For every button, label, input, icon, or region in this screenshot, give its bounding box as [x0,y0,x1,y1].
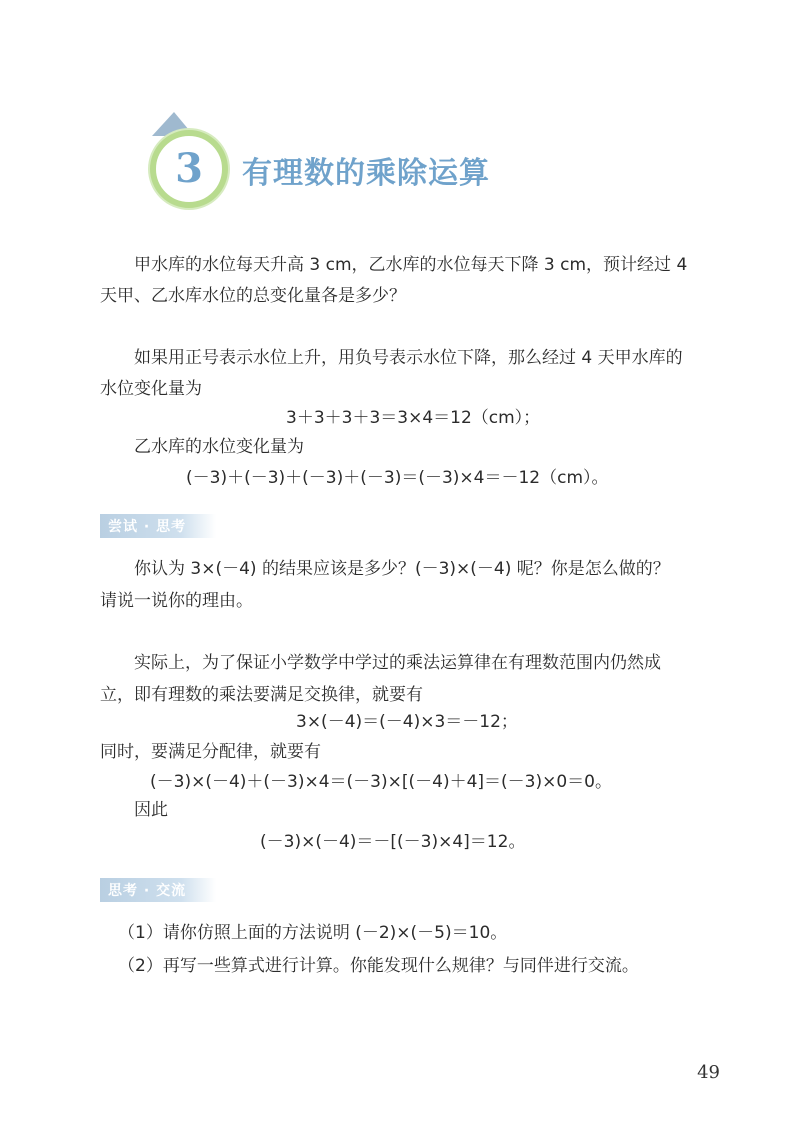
formula-distributive: (－3)×(－4)＋(－3)×4＝(－3)×[(－4)＋4]＝(－3)×0＝0。 [150,772,612,792]
reasoning-line-1: 实际上，为了保证小学数学中学过的乘法运算律在有理数范围内仍然成 [134,653,661,673]
reasoning-line-3: 同时，要满足分配律，就要有 [100,742,321,762]
reasoning-line-4: 因此 [134,800,168,820]
section-number: 3 [175,145,203,192]
think-exchange-label: 思考 · 交流 [108,883,187,899]
try-think-label: 尝试 · 思考 [108,519,187,535]
page-number: 49 [697,1062,720,1083]
try-think-line-2: 请说一说你的理由。 [100,591,253,611]
formula-jia: 3＋3＋3＋3＝3×4＝12（cm）； [286,408,541,428]
try-think-line-1: 你认为 3×(－4) 的结果应该是多少？(－3)×(－4) 呢？你是怎么做的？ [134,559,670,579]
explain-line-2: 水位变化量为 [100,379,202,399]
intro-line-1: 甲水库的水位每天升高 3 cm，乙水库的水位每天下降 3 cm，预计经过 4 [134,255,688,275]
explain-line-3: 乙水库的水位变化量为 [134,437,304,457]
try-think-label-bar [100,514,216,538]
think-exchange-label-bar [100,878,216,902]
formula-conclusion: (－3)×(－4)＝－[(－3)×4]＝12。 [260,832,526,852]
think-exchange-item-1: （1）请你仿照上面的方法说明 (－2)×(－5)＝10。 [118,923,508,943]
intro-line-2: 天甲、乙水库水位的总变化量各是多少？ [100,286,406,306]
formula-yi: (－3)＋(－3)＋(－3)＋(－3)＝(－3)×4＝－12（cm）。 [186,468,609,488]
think-exchange-item-2: （2）再写一些算式进行计算。你能发现什么规律？与同伴进行交流。 [118,956,639,976]
section-header [140,112,520,212]
formula-commutative: 3×(－4)＝(－4)×3＝－12； [296,712,518,732]
explain-line-1: 如果用正号表示水位上升，用负号表示水位下降，那么经过 4 天甲水库的 [134,348,683,368]
section-title: 有理数的乘除运算 [242,156,490,191]
reasoning-line-2: 立，即有理数的乘法要满足交换律，就要有 [100,685,423,705]
